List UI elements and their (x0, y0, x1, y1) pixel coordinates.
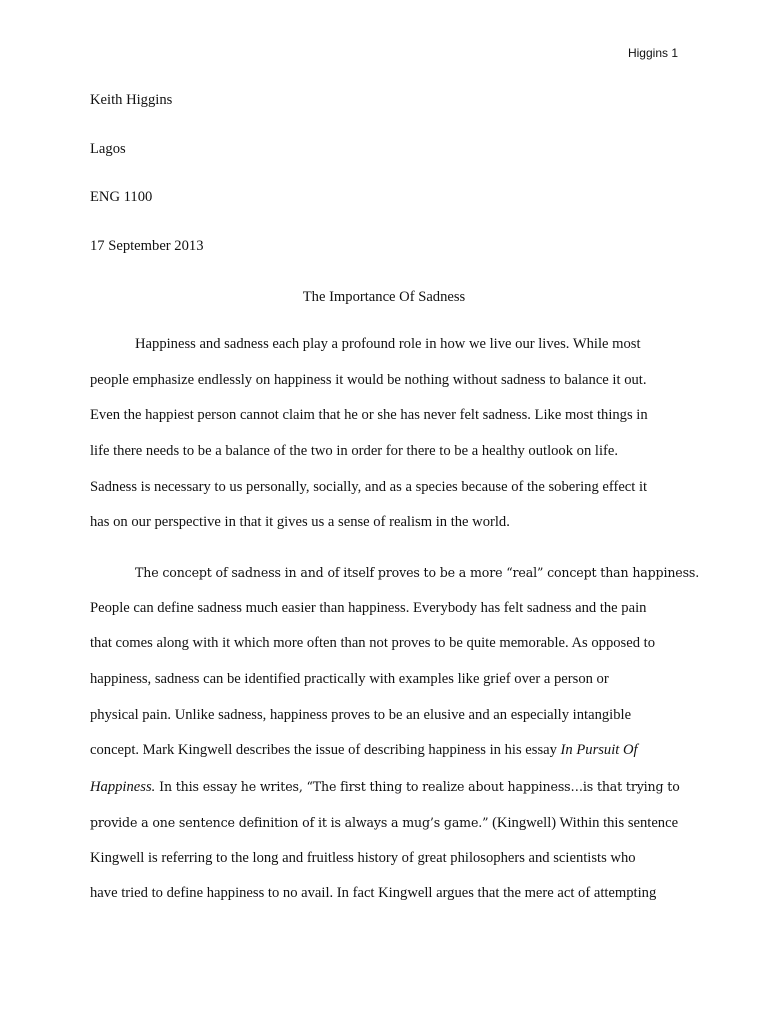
student-name: Keith Higgins (90, 92, 173, 108)
paragraph-line: People can define sadness much easier than happiness. Everybody has felt sadness and the pain (90, 599, 647, 616)
running-head: Higgins 1 (627, 46, 678, 60)
paragraph-line: Even the happiest person cannot claim that he or she has never felt sadness. Like most things in (90, 407, 648, 424)
paragraph-line: Sadness is necessary to us personally, socially, and as a species because of the sobering effect it (90, 478, 648, 495)
paragraph-line: have tried to define happiness to no avail. In fact Kingwell argues that the mere act of attempting (90, 885, 657, 902)
paragraph-line (90, 805, 682, 841)
essay-title: The Importance Of Sadness (302, 289, 466, 305)
paragraph-line: Happiness and sadness each play a profound role in how we live our lives. While most (135, 336, 641, 352)
quote-text: provide a one sentence definition of it is always a mug’s game.” (90, 814, 489, 830)
paragraph-line: Kingwell is referring to the long and fruitless history of great philosophers and scientists who (90, 849, 636, 866)
line-text: In this essay he writes, “The first thing to realize about happiness…is that trying to (155, 779, 680, 795)
paragraph-line: has on our perspective in that it gives us a sense of realism in the world. (90, 514, 510, 531)
line-text: (Kingwell) Within this sentence (488, 814, 679, 831)
paragraph-1 (90, 327, 682, 541)
paragraph-line: happiness, sadness can be identified practically with examples like grief over a person or (90, 671, 609, 688)
paragraph-line: The concept of sadness in and of itself proves to be a more “real” concept than happiness. (135, 565, 700, 580)
paragraph-line: that comes along with it which more often than not proves to be quite memorable. As opposed to (90, 635, 655, 652)
paragraph-line: life there needs to be a balance of the two in order for there to be a healthy outlook on life. (90, 443, 619, 460)
essay-title-citation: In Pursuit Of (560, 742, 638, 759)
line-text: concept. Mark Kingwell describes the issue of describing happiness in his essay (90, 742, 561, 759)
paragraph-2 (90, 555, 700, 912)
paragraph-line (90, 769, 682, 805)
paragraph-line: people emphasize endlessly on happiness it would be nothing without sadness to balance it out. (90, 371, 647, 388)
paragraph-line (90, 733, 682, 769)
essay-title-citation-end: Happiness. (90, 779, 156, 796)
course-name: ENG 1100 (90, 189, 153, 205)
instructor-name: Lagos (90, 141, 126, 157)
essay-date: 17 September 2013 (90, 238, 204, 254)
paragraph-line: physical pain. Unlike sadness, happiness proves to be an elusive and an especially intangible (90, 706, 632, 723)
